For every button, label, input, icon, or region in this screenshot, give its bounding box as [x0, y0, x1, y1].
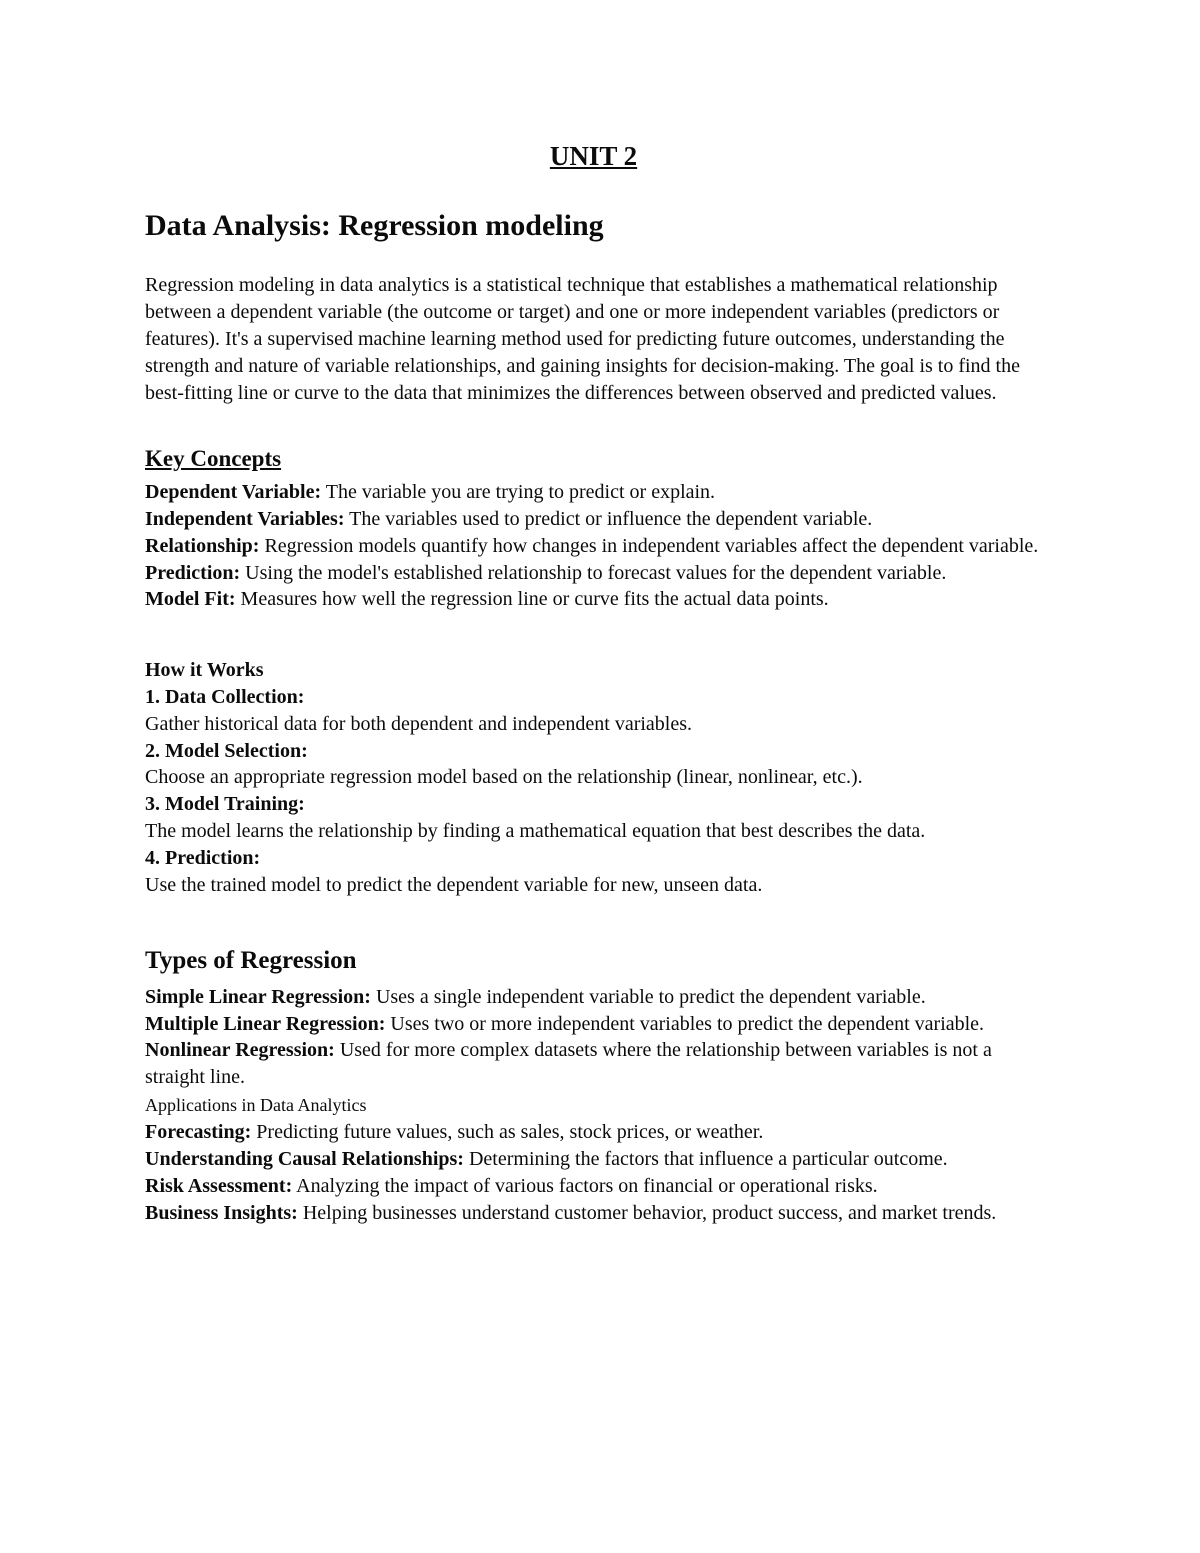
concept-text: Regression models quantify how changes in independent variables affect the dependent variable.	[259, 534, 1039, 557]
concept-label: Prediction:	[145, 561, 241, 584]
concept-text: The variables used to predict or influence the dependent variable.	[344, 507, 873, 530]
type-text: Used for more complex datasets where the relationship between variables is not a straight line.	[145, 1039, 992, 1089]
application-label: Forecasting:	[145, 1121, 252, 1144]
application-text: Helping businesses understand customer behavior, product success, and market trends.	[297, 1201, 997, 1224]
concept-item	[145, 506, 1042, 533]
unit-title: UNIT 2	[549, 141, 638, 171]
key-concepts-list	[145, 479, 1042, 613]
application-item	[145, 1119, 1042, 1146]
types-list	[145, 984, 1042, 1091]
application-label: Understanding Causal Relationships:	[145, 1147, 464, 1170]
types-of-regression-heading: Types of Regression	[145, 947, 357, 975]
step-label: 2. Model Selection:	[145, 739, 308, 762]
step-text: Use the trained model to predict the dependent variable for new, unseen data.	[145, 873, 763, 896]
concept-item	[145, 560, 1042, 587]
type-text: Uses two or more independent variables to predict the dependent variable.	[385, 1012, 985, 1035]
type-label: Multiple Linear Regression:	[145, 1012, 386, 1035]
step-text: Gather historical data for both dependent and independent variables.	[145, 712, 693, 735]
type-text: Uses a single independent variable to predict the dependent variable.	[370, 985, 926, 1008]
concept-text: Measures how well the regression line or curve fits the actual data points.	[235, 588, 829, 611]
concept-label: Model Fit:	[145, 588, 236, 611]
concept-label: Relationship:	[145, 534, 260, 557]
key-concepts-heading: Key Concepts	[145, 446, 282, 472]
type-label: Nonlinear Regression:	[145, 1039, 335, 1062]
intro-paragraph: Regression modeling in data analytics is a statistical technique that establishes a mathematical relationship between a dependent variable (the outcome or target) and one or more independent variables (predictors or features). It's a supervised machine learning method used for predicting future outcomes, understanding the strength and nature of variable relationships, and gaining insights for decision-making. The goal is to find the best-fitting line or curve to the data that minimizes the differences between observed and predicted values.	[145, 274, 1020, 404]
concept-text: Using the model's established relationship to forecast values for the dependent variable.	[240, 561, 947, 584]
page-title: Data Analysis: Regression modeling	[145, 209, 604, 243]
application-item	[145, 1173, 1042, 1200]
application-label: Business Insights:	[145, 1201, 298, 1224]
step-label: 3. Model Training:	[145, 793, 305, 816]
how-it-works-heading: How it Works	[145, 659, 264, 682]
application-label: Risk Assessment:	[145, 1174, 293, 1197]
concept-label: Independent Variables:	[145, 507, 345, 530]
concept-label: Dependent Variable:	[145, 481, 322, 504]
type-label: Simple Linear Regression:	[145, 985, 371, 1008]
step-text: Choose an appropriate regression model based on the relationship (linear, nonlinear, etc.).	[145, 766, 863, 789]
type-item	[145, 1011, 1042, 1038]
step-label: 4. Prediction:	[145, 846, 261, 869]
application-text: Determining the factors that influence a particular outcome.	[463, 1147, 948, 1170]
how-it-works-steps	[145, 684, 1042, 898]
step-label: 1. Data Collection:	[145, 685, 305, 708]
step-text: The model learns the relationship by finding a mathematical equation that best describes the data.	[145, 819, 926, 842]
applications-list	[145, 1119, 1042, 1226]
concept-item	[145, 586, 1042, 613]
application-text: Predicting future values, such as sales, stock prices, or weather.	[251, 1121, 764, 1144]
application-text: Analyzing the impact of various factors on financial or operational risks.	[292, 1174, 878, 1197]
application-item	[145, 1200, 1042, 1227]
type-item	[145, 984, 1042, 1011]
applications-heading: Applications in Data Analytics	[145, 1095, 367, 1115]
concept-item	[145, 479, 1042, 506]
concept-text: The variable you are trying to predict or explain.	[321, 481, 716, 504]
application-item	[145, 1146, 1042, 1173]
concept-item	[145, 533, 1042, 560]
type-item	[145, 1037, 1042, 1091]
